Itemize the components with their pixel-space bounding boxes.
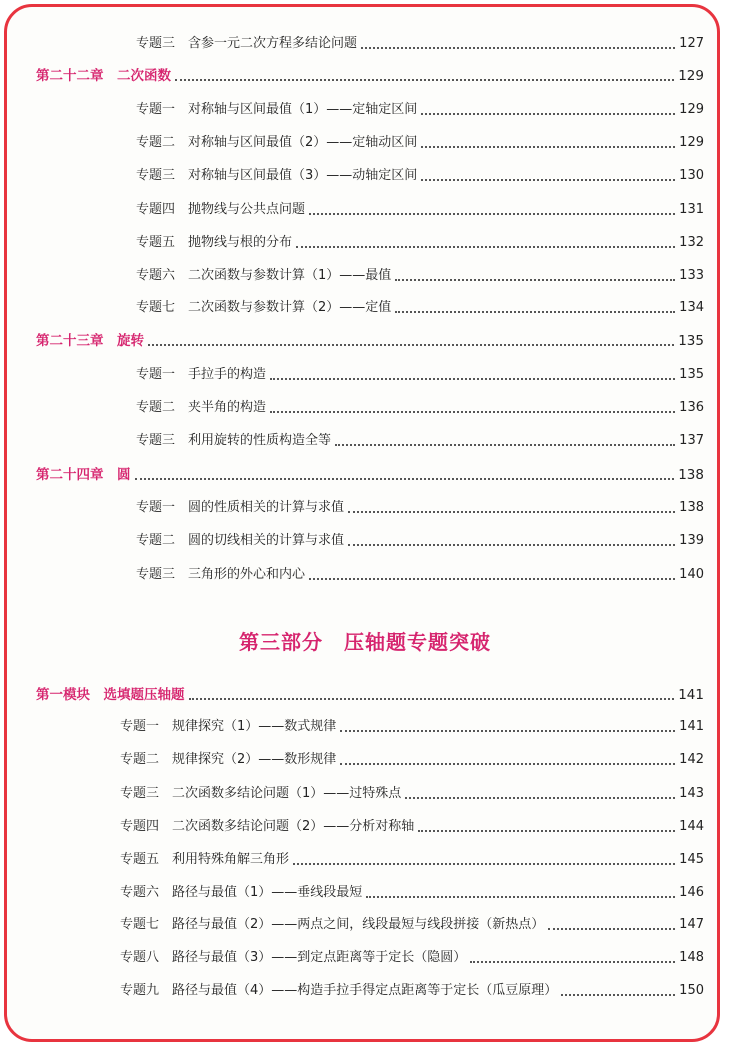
dot-leader bbox=[405, 797, 675, 799]
toc-page-number: 141 bbox=[679, 719, 704, 734]
toc-page-number: 135 bbox=[679, 367, 704, 382]
toc-page-number: 146 bbox=[679, 885, 704, 900]
dot-leader bbox=[361, 47, 675, 49]
toc-entry-title: 专题六 路径与最值（1）——垂线段最短 bbox=[120, 885, 363, 900]
toc-entry-title: 专题三 二次函数多结论问题（1）——过特殊点 bbox=[120, 786, 402, 801]
toc-topic-row[interactable] bbox=[120, 713, 704, 735]
toc-topic-row[interactable] bbox=[136, 527, 704, 549]
dot-leader bbox=[309, 578, 675, 580]
toc-topic-row[interactable] bbox=[120, 746, 704, 768]
toc-entry-title: 第二十三章 旋转 bbox=[36, 333, 144, 349]
dot-leader bbox=[366, 896, 675, 898]
toc-chapter-row[interactable] bbox=[36, 461, 704, 483]
toc-entry-title: 专题八 路径与最值（3）——到定点距离等于定长（隐圆） bbox=[120, 950, 467, 965]
dot-leader bbox=[335, 444, 675, 446]
toc-page-number: 139 bbox=[679, 533, 704, 548]
dot-leader bbox=[175, 79, 674, 81]
toc-entry-title: 专题七 二次函数与参数计算（2）——定值 bbox=[136, 300, 392, 315]
toc-topic-row[interactable] bbox=[136, 561, 704, 583]
toc-page-number: 143 bbox=[679, 786, 704, 801]
toc-topic-row[interactable] bbox=[120, 879, 704, 901]
toc-page-number: 140 bbox=[679, 567, 704, 582]
toc-chapter-row[interactable] bbox=[36, 62, 704, 84]
toc-entry-title: 专题二 夹半角的构造 bbox=[136, 400, 267, 415]
dot-leader bbox=[340, 730, 675, 732]
toc-topic-row[interactable] bbox=[136, 162, 704, 184]
toc-topic-row[interactable] bbox=[120, 813, 704, 835]
toc-entry-title: 专题六 二次函数与参数计算（1）——最值 bbox=[136, 268, 392, 283]
dot-leader bbox=[189, 698, 675, 700]
toc-topic-row[interactable] bbox=[136, 30, 704, 52]
toc-chapter-row[interactable] bbox=[36, 681, 704, 703]
toc-page-number: 147 bbox=[679, 917, 704, 932]
toc-entry-title: 第一模块 选填题压轴题 bbox=[36, 687, 185, 703]
toc-entry-title: 专题三 对称轴与区间最值（3）——动轴定区间 bbox=[136, 168, 418, 183]
toc-topic-row[interactable] bbox=[136, 494, 704, 516]
toc-page-number: 142 bbox=[679, 752, 704, 767]
toc-entry-title: 专题七 路径与最值（2）——两点之间，线段最短与线段拼接（新热点） bbox=[120, 917, 545, 932]
toc-entry-title: 专题四 抛物线与公共点问题 bbox=[136, 202, 306, 217]
toc-page-number: 150 bbox=[679, 983, 704, 998]
toc-page-number: 136 bbox=[679, 400, 704, 415]
toc-entry-title: 专题二 规律探究（2）——数形规律 bbox=[120, 752, 337, 767]
toc-topic-row[interactable] bbox=[120, 780, 704, 802]
dot-leader bbox=[348, 544, 675, 546]
toc-page-number: 129 bbox=[679, 102, 704, 117]
toc-entry-title: 第二十二章 二次函数 bbox=[36, 68, 171, 84]
toc-entry-title: 专题四 二次函数多结论问题（2）——分析对称轴 bbox=[120, 819, 415, 834]
toc-topic-row[interactable] bbox=[136, 294, 704, 316]
toc-entry-title: 专题一 手拉手的构造 bbox=[136, 367, 267, 382]
dot-leader bbox=[421, 179, 675, 181]
toc-topic-row[interactable] bbox=[136, 96, 704, 118]
toc-page-number: 131 bbox=[679, 202, 704, 217]
toc-topic-row[interactable] bbox=[120, 846, 704, 868]
toc-page-number: 134 bbox=[679, 300, 704, 315]
dot-leader bbox=[270, 411, 675, 413]
toc-page-number: 144 bbox=[679, 819, 704, 834]
toc-entry-title: 专题九 路径与最值（4）——构造手拉手得定点距离等于定长（瓜豆原理） bbox=[120, 983, 558, 998]
dot-leader bbox=[395, 311, 675, 313]
toc-page-number: 130 bbox=[679, 168, 704, 183]
dot-leader bbox=[561, 994, 675, 996]
toc-topic-row[interactable] bbox=[136, 262, 704, 284]
dot-leader bbox=[293, 863, 675, 865]
toc-page-number: 132 bbox=[679, 235, 704, 250]
toc-entry-title: 专题一 规律探究（1）——数式规律 bbox=[120, 719, 337, 734]
dot-leader bbox=[421, 146, 675, 148]
toc-page-number: 138 bbox=[679, 500, 704, 515]
toc-topic-row[interactable] bbox=[136, 229, 704, 251]
toc-entry-title: 专题一 圆的性质相关的计算与求值 bbox=[136, 500, 345, 515]
toc-page-number: 141 bbox=[678, 687, 704, 703]
toc-entry-title: 专题五 抛物线与根的分布 bbox=[136, 235, 293, 250]
toc-topic-row[interactable] bbox=[120, 944, 704, 966]
toc-chapter-row[interactable] bbox=[36, 327, 704, 349]
toc-entry-title: 专题三 含参一元二次方程多结论问题 bbox=[136, 36, 358, 51]
dot-leader bbox=[296, 246, 675, 248]
toc-entry-title: 专题二 圆的切线相关的计算与求值 bbox=[136, 533, 345, 548]
toc-page-number: 127 bbox=[679, 36, 704, 51]
toc-page-number: 135 bbox=[678, 333, 704, 349]
toc-page-number: 129 bbox=[678, 68, 704, 84]
toc-topic-row[interactable] bbox=[120, 977, 704, 999]
toc-page-number: 148 bbox=[679, 950, 704, 965]
toc-topic-row[interactable] bbox=[120, 911, 704, 933]
toc-topic-row[interactable] bbox=[136, 196, 704, 218]
dot-leader bbox=[470, 961, 675, 963]
toc-page-number: 145 bbox=[679, 852, 704, 867]
dot-leader bbox=[548, 928, 675, 930]
dot-leader bbox=[148, 344, 674, 346]
dot-leader bbox=[135, 478, 675, 480]
toc-entry-title: 专题五 利用特殊角解三角形 bbox=[120, 852, 290, 867]
toc-page-number: 129 bbox=[679, 135, 704, 150]
dot-leader bbox=[395, 279, 675, 281]
toc-topic-row[interactable] bbox=[136, 361, 704, 383]
toc-page-number: 138 bbox=[678, 467, 704, 483]
dot-leader bbox=[348, 511, 675, 513]
toc-topic-row[interactable] bbox=[136, 427, 704, 449]
toc-entry-title: 第二十四章 圆 bbox=[36, 467, 131, 483]
part-title: 第三部分 压轴题专题突破 bbox=[239, 630, 491, 654]
toc-entry-title: 专题一 对称轴与区间最值（1）——定轴定区间 bbox=[136, 102, 418, 117]
toc-entry-title: 专题二 对称轴与区间最值（2）——定轴动区间 bbox=[136, 135, 418, 150]
dot-leader bbox=[340, 763, 675, 765]
toc-topic-row[interactable] bbox=[136, 394, 704, 416]
dot-leader bbox=[270, 378, 675, 380]
dot-leader bbox=[309, 213, 675, 215]
toc-topic-row[interactable] bbox=[136, 129, 704, 151]
toc-entry-title: 专题三 三角形的外心和内心 bbox=[136, 567, 306, 582]
dot-leader bbox=[418, 830, 675, 832]
dot-leader bbox=[421, 113, 675, 115]
toc-entry-title: 专题三 利用旋转的性质构造全等 bbox=[136, 433, 332, 448]
toc-page-number: 133 bbox=[679, 268, 704, 283]
toc-page-number: 137 bbox=[679, 433, 704, 448]
